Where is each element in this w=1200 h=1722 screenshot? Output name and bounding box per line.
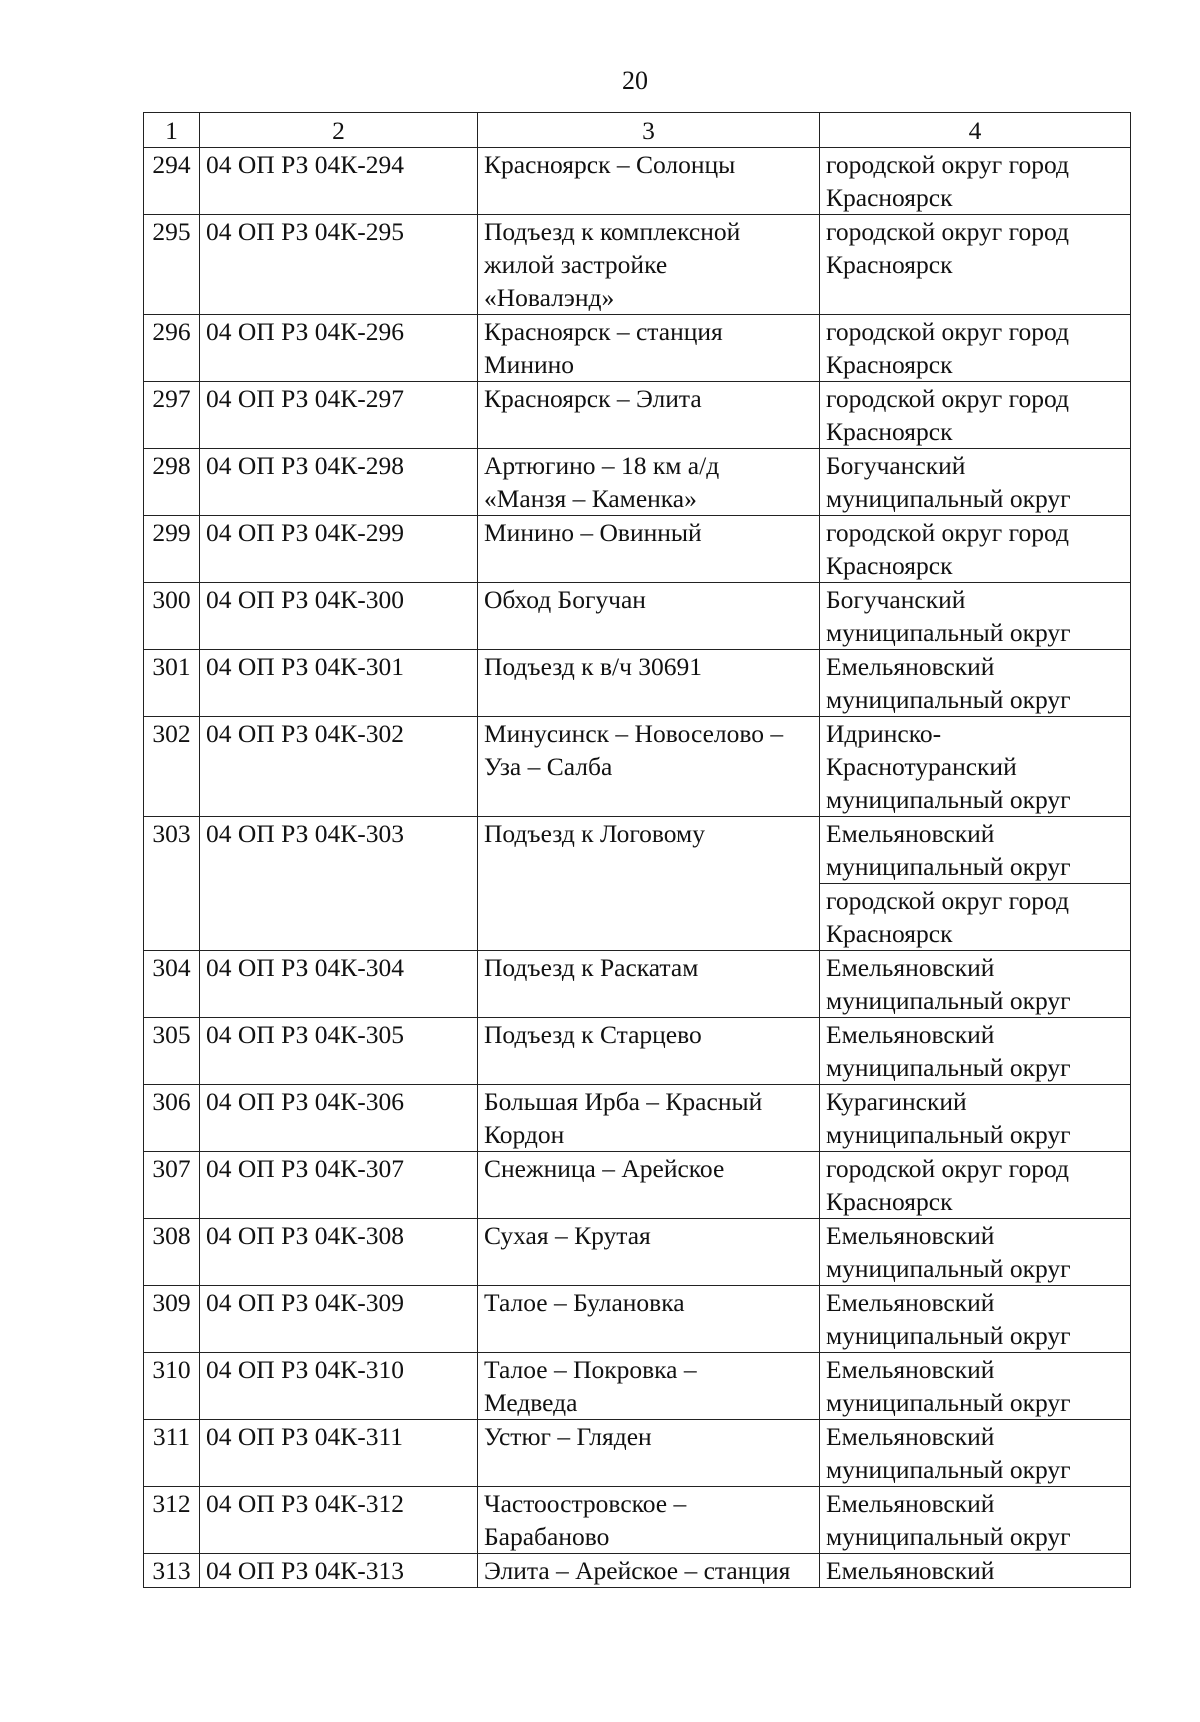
- cell-text-line: Медведа: [484, 1388, 578, 1417]
- road-name: [478, 1085, 820, 1152]
- table-row: [144, 1085, 1131, 1152]
- district-entry: [826, 215, 1124, 281]
- road-code: 04 ОП РЗ 04К-310: [200, 1353, 478, 1420]
- district-entry: [826, 516, 1124, 582]
- row-number: 307: [144, 1152, 200, 1219]
- table-body: [144, 113, 1131, 1588]
- road-code: 04 ОП РЗ 04К-308: [200, 1219, 478, 1286]
- cell-text-line: жилой застройке: [484, 250, 668, 279]
- table-row: [144, 817, 1131, 951]
- road-code: 04 ОП РЗ 04К-301: [200, 650, 478, 717]
- table-row: [144, 148, 1131, 215]
- cell-text-line: Богучанский: [826, 585, 966, 614]
- cell-text-line: Обход Богучан: [484, 585, 646, 614]
- cell-text-line: Богучанский: [826, 451, 966, 480]
- page-number: 20: [622, 66, 648, 95]
- municipal-district: [820, 583, 1131, 650]
- header-col-1: 1: [144, 113, 200, 148]
- cell-text-line: Барабаново: [484, 1522, 610, 1551]
- row-number: 294: [144, 148, 200, 215]
- row-number: 305: [144, 1018, 200, 1085]
- cell-text-line: муниципальный округ: [826, 1254, 1071, 1283]
- road-code: 04 ОП РЗ 04К-311: [200, 1420, 478, 1487]
- cell-text-line: Большая Ирба – Красный: [484, 1087, 763, 1116]
- road-name: [478, 215, 820, 315]
- district-entry: [826, 1554, 1124, 1587]
- district-entry: [826, 717, 1124, 816]
- district-entry: [826, 1085, 1124, 1151]
- municipal-district: [820, 1286, 1131, 1353]
- road-name: [478, 516, 820, 583]
- table-row: [144, 1018, 1131, 1085]
- cell-text-line: городской округ город: [826, 217, 1069, 246]
- table-row: [144, 951, 1131, 1018]
- table-row: [144, 1219, 1131, 1286]
- cell-text-line: Краснотуранский: [826, 752, 1017, 781]
- district-entry: [826, 1219, 1124, 1285]
- road-name: [478, 1152, 820, 1219]
- road-name: [478, 951, 820, 1018]
- cell-text-line: Емельяновский: [826, 652, 995, 681]
- road-code: 04 ОП РЗ 04К-298: [200, 449, 478, 516]
- cell-text-line: Красноярск: [826, 1187, 953, 1216]
- row-number: 304: [144, 951, 200, 1018]
- district-entry: [820, 883, 1130, 950]
- row-number: 302: [144, 717, 200, 817]
- cell-text-line: Подъезд к в/ч 30691: [484, 652, 703, 681]
- municipal-district: [820, 1353, 1131, 1420]
- road-code: 04 ОП РЗ 04К-294: [200, 148, 478, 215]
- cell-text-line: Красноярск: [826, 250, 953, 279]
- road-code: 04 ОП РЗ 04К-303: [200, 817, 478, 951]
- cell-text-line: Артюгино – 18 км а/д: [484, 451, 720, 480]
- road-code: 04 ОП РЗ 04К-312: [200, 1487, 478, 1554]
- district-entry: [826, 1018, 1124, 1084]
- table-row: [144, 315, 1131, 382]
- row-number: 308: [144, 1219, 200, 1286]
- municipal-district: [820, 215, 1131, 315]
- district-entry: [826, 951, 1124, 1017]
- cell-text-line: Элита – Арейское – станция: [484, 1556, 791, 1585]
- road-code: 04 ОП РЗ 04К-297: [200, 382, 478, 449]
- district-entry: [826, 650, 1124, 716]
- cell-text-line: Красноярск: [826, 919, 953, 948]
- cell-text-line: Подъезд к Логовому: [484, 819, 705, 848]
- cell-text-line: Емельяновский: [826, 953, 995, 982]
- cell-text-line: Емельяновский: [826, 819, 995, 848]
- road-name: [478, 1554, 820, 1588]
- road-code: 04 ОП РЗ 04К-302: [200, 717, 478, 817]
- road-name: [478, 1487, 820, 1554]
- road-name: [478, 1219, 820, 1286]
- road-name: [478, 717, 820, 817]
- cell-text-line: Емельяновский: [826, 1221, 995, 1250]
- municipal-district: [820, 449, 1131, 516]
- municipal-district: [820, 1420, 1131, 1487]
- cell-text-line: городской округ город: [826, 384, 1069, 413]
- cell-text-line: Снежница – Арейское: [484, 1154, 725, 1183]
- district-entry: [826, 1420, 1124, 1486]
- road-code: 04 ОП РЗ 04К-299: [200, 516, 478, 583]
- road-code: 04 ОП РЗ 04К-313: [200, 1554, 478, 1588]
- row-number: 301: [144, 650, 200, 717]
- district-entry: [826, 382, 1124, 448]
- district-entry: [826, 1286, 1124, 1352]
- municipal-district: [820, 717, 1131, 817]
- header-col-2: 2: [200, 113, 478, 148]
- table-row: [144, 382, 1131, 449]
- row-number: 306: [144, 1085, 200, 1152]
- cell-text-line: Красноярск – станция: [484, 317, 723, 346]
- cell-text-line: Красноярск: [826, 417, 953, 446]
- district-entry: [826, 315, 1124, 381]
- cell-text-line: Сухая – Крутая: [484, 1221, 651, 1250]
- cell-text-line: Частоостровское –: [484, 1489, 687, 1518]
- table-row: [144, 215, 1131, 315]
- cell-text-line: Емельяновский: [826, 1489, 995, 1518]
- cell-text-line: Красноярск: [826, 551, 953, 580]
- cell-text-line: Красноярск: [826, 183, 953, 212]
- cell-text-line: Емельяновский: [826, 1288, 995, 1317]
- cell-text-line: муниципальный округ: [826, 986, 1071, 1015]
- cell-text-line: Емельяновский: [826, 1422, 995, 1451]
- row-number: 309: [144, 1286, 200, 1353]
- cell-text-line: муниципальный округ: [826, 685, 1071, 714]
- district-entry: [826, 1152, 1124, 1218]
- row-number: 297: [144, 382, 200, 449]
- road-code: 04 ОП РЗ 04К-305: [200, 1018, 478, 1085]
- municipal-district: [820, 1487, 1131, 1554]
- municipal-district: [820, 315, 1131, 382]
- cell-text-line: муниципальный округ: [826, 1120, 1071, 1149]
- municipal-district: [820, 1085, 1131, 1152]
- municipal-district: [820, 516, 1131, 583]
- table-row: [144, 1152, 1131, 1219]
- cell-text-line: Устюг – Гляден: [484, 1422, 652, 1451]
- road-name: [478, 1018, 820, 1085]
- district-entry: [826, 1487, 1124, 1553]
- table-row: [144, 449, 1131, 516]
- road-name: [478, 1353, 820, 1420]
- table-row: [144, 583, 1131, 650]
- road-code: 04 ОП РЗ 04К-306: [200, 1085, 478, 1152]
- cell-text-line: Кордон: [484, 1120, 565, 1149]
- cell-text-line: Минусинск – Новоселово –: [484, 719, 784, 748]
- cell-text-line: Идринско-: [826, 719, 942, 748]
- row-number: 313: [144, 1554, 200, 1588]
- cell-text-line: Минино: [484, 350, 575, 379]
- municipal-district: [820, 382, 1131, 449]
- cell-text-line: «Новалэнд»: [484, 283, 615, 312]
- district-entry: [826, 1353, 1124, 1419]
- table-row: [144, 1554, 1131, 1588]
- cell-text-line: муниципальный округ: [826, 852, 1071, 881]
- cell-text-line: Уза – Салба: [484, 752, 613, 781]
- cell-text-line: муниципальный округ: [826, 1053, 1071, 1082]
- road-name: [478, 148, 820, 215]
- cell-text-line: городской округ город: [826, 1154, 1069, 1183]
- header-col-3: 3: [478, 113, 820, 148]
- municipal-district: [820, 951, 1131, 1018]
- road-code: 04 ОП РЗ 04К-300: [200, 583, 478, 650]
- row-number: 311: [144, 1420, 200, 1487]
- cell-text-line: Подъезд к Раскатам: [484, 953, 699, 982]
- row-number: 295: [144, 215, 200, 315]
- cell-text-line: Талое – Покровка –: [484, 1355, 697, 1384]
- municipal-district: [820, 148, 1131, 215]
- road-code: 04 ОП РЗ 04К-307: [200, 1152, 478, 1219]
- road-name: [478, 382, 820, 449]
- row-number: 296: [144, 315, 200, 382]
- cell-text-line: муниципальный округ: [826, 484, 1071, 513]
- table-row: [144, 1487, 1131, 1554]
- municipal-district: [820, 650, 1131, 717]
- municipal-district: [820, 1554, 1131, 1588]
- municipal-district: [820, 817, 1131, 951]
- cell-text-line: городской округ город: [826, 886, 1069, 915]
- cell-text-line: муниципальный округ: [826, 1522, 1071, 1551]
- cell-text-line: муниципальный округ: [826, 1388, 1071, 1417]
- table-header-row: [144, 113, 1131, 148]
- header-col-4: 4: [820, 113, 1131, 148]
- cell-text-line: городской округ город: [826, 518, 1069, 547]
- row-number: 312: [144, 1487, 200, 1554]
- road-name: [478, 650, 820, 717]
- cell-text-line: городской округ город: [826, 317, 1069, 346]
- cell-text-line: «Манзя – Каменка»: [484, 484, 697, 513]
- cell-text-line: Емельяновский: [826, 1020, 995, 1049]
- district-entry: [826, 449, 1124, 515]
- road-code: 04 ОП РЗ 04К-304: [200, 951, 478, 1018]
- cell-text-line: муниципальный округ: [826, 1321, 1071, 1350]
- cell-text-line: Красноярск: [826, 350, 953, 379]
- cell-text-line: Курагинский: [826, 1087, 967, 1116]
- cell-text-line: Красноярск – Элита: [484, 384, 702, 413]
- road-name: [478, 817, 820, 951]
- row-number: 300: [144, 583, 200, 650]
- road-name: [478, 315, 820, 382]
- cell-text-line: муниципальный округ: [826, 1455, 1071, 1484]
- table-row: [144, 516, 1131, 583]
- cell-text-line: Красноярск – Солонцы: [484, 150, 736, 179]
- table-row: [144, 717, 1131, 817]
- road-name: [478, 1286, 820, 1353]
- district-entry: [820, 817, 1130, 883]
- municipal-district: [820, 1219, 1131, 1286]
- road-code: 04 ОП РЗ 04К-309: [200, 1286, 478, 1353]
- cell-text-line: муниципальный округ: [826, 618, 1071, 647]
- row-number: 298: [144, 449, 200, 516]
- cell-text-line: Емельяновский: [826, 1556, 995, 1585]
- row-number: 310: [144, 1353, 200, 1420]
- district-entry: [826, 583, 1124, 649]
- cell-text-line: Минино – Овинный: [484, 518, 702, 547]
- road-name: [478, 449, 820, 516]
- cell-text-line: Подъезд к комплексной: [484, 217, 741, 246]
- cell-text-line: городской округ город: [826, 150, 1069, 179]
- cell-text-line: Подъезд к Старцево: [484, 1020, 702, 1049]
- row-number: 299: [144, 516, 200, 583]
- table-row: [144, 650, 1131, 717]
- roads-table: [143, 112, 1131, 1588]
- cell-text-line: Емельяновский: [826, 1355, 995, 1384]
- district-entry: [826, 148, 1124, 214]
- cell-text-line: муниципальный округ: [826, 785, 1071, 814]
- cell-text-line: Талое – Булановка: [484, 1288, 685, 1317]
- row-number: 303: [144, 817, 200, 951]
- road-code: 04 ОП РЗ 04К-295: [200, 215, 478, 315]
- municipal-district: [820, 1152, 1131, 1219]
- road-name: [478, 1420, 820, 1487]
- road-code: 04 ОП РЗ 04К-296: [200, 315, 478, 382]
- table-row: [144, 1353, 1131, 1420]
- table-row: [144, 1286, 1131, 1353]
- road-name: [478, 583, 820, 650]
- municipal-district: [820, 1018, 1131, 1085]
- table-row: [144, 1420, 1131, 1487]
